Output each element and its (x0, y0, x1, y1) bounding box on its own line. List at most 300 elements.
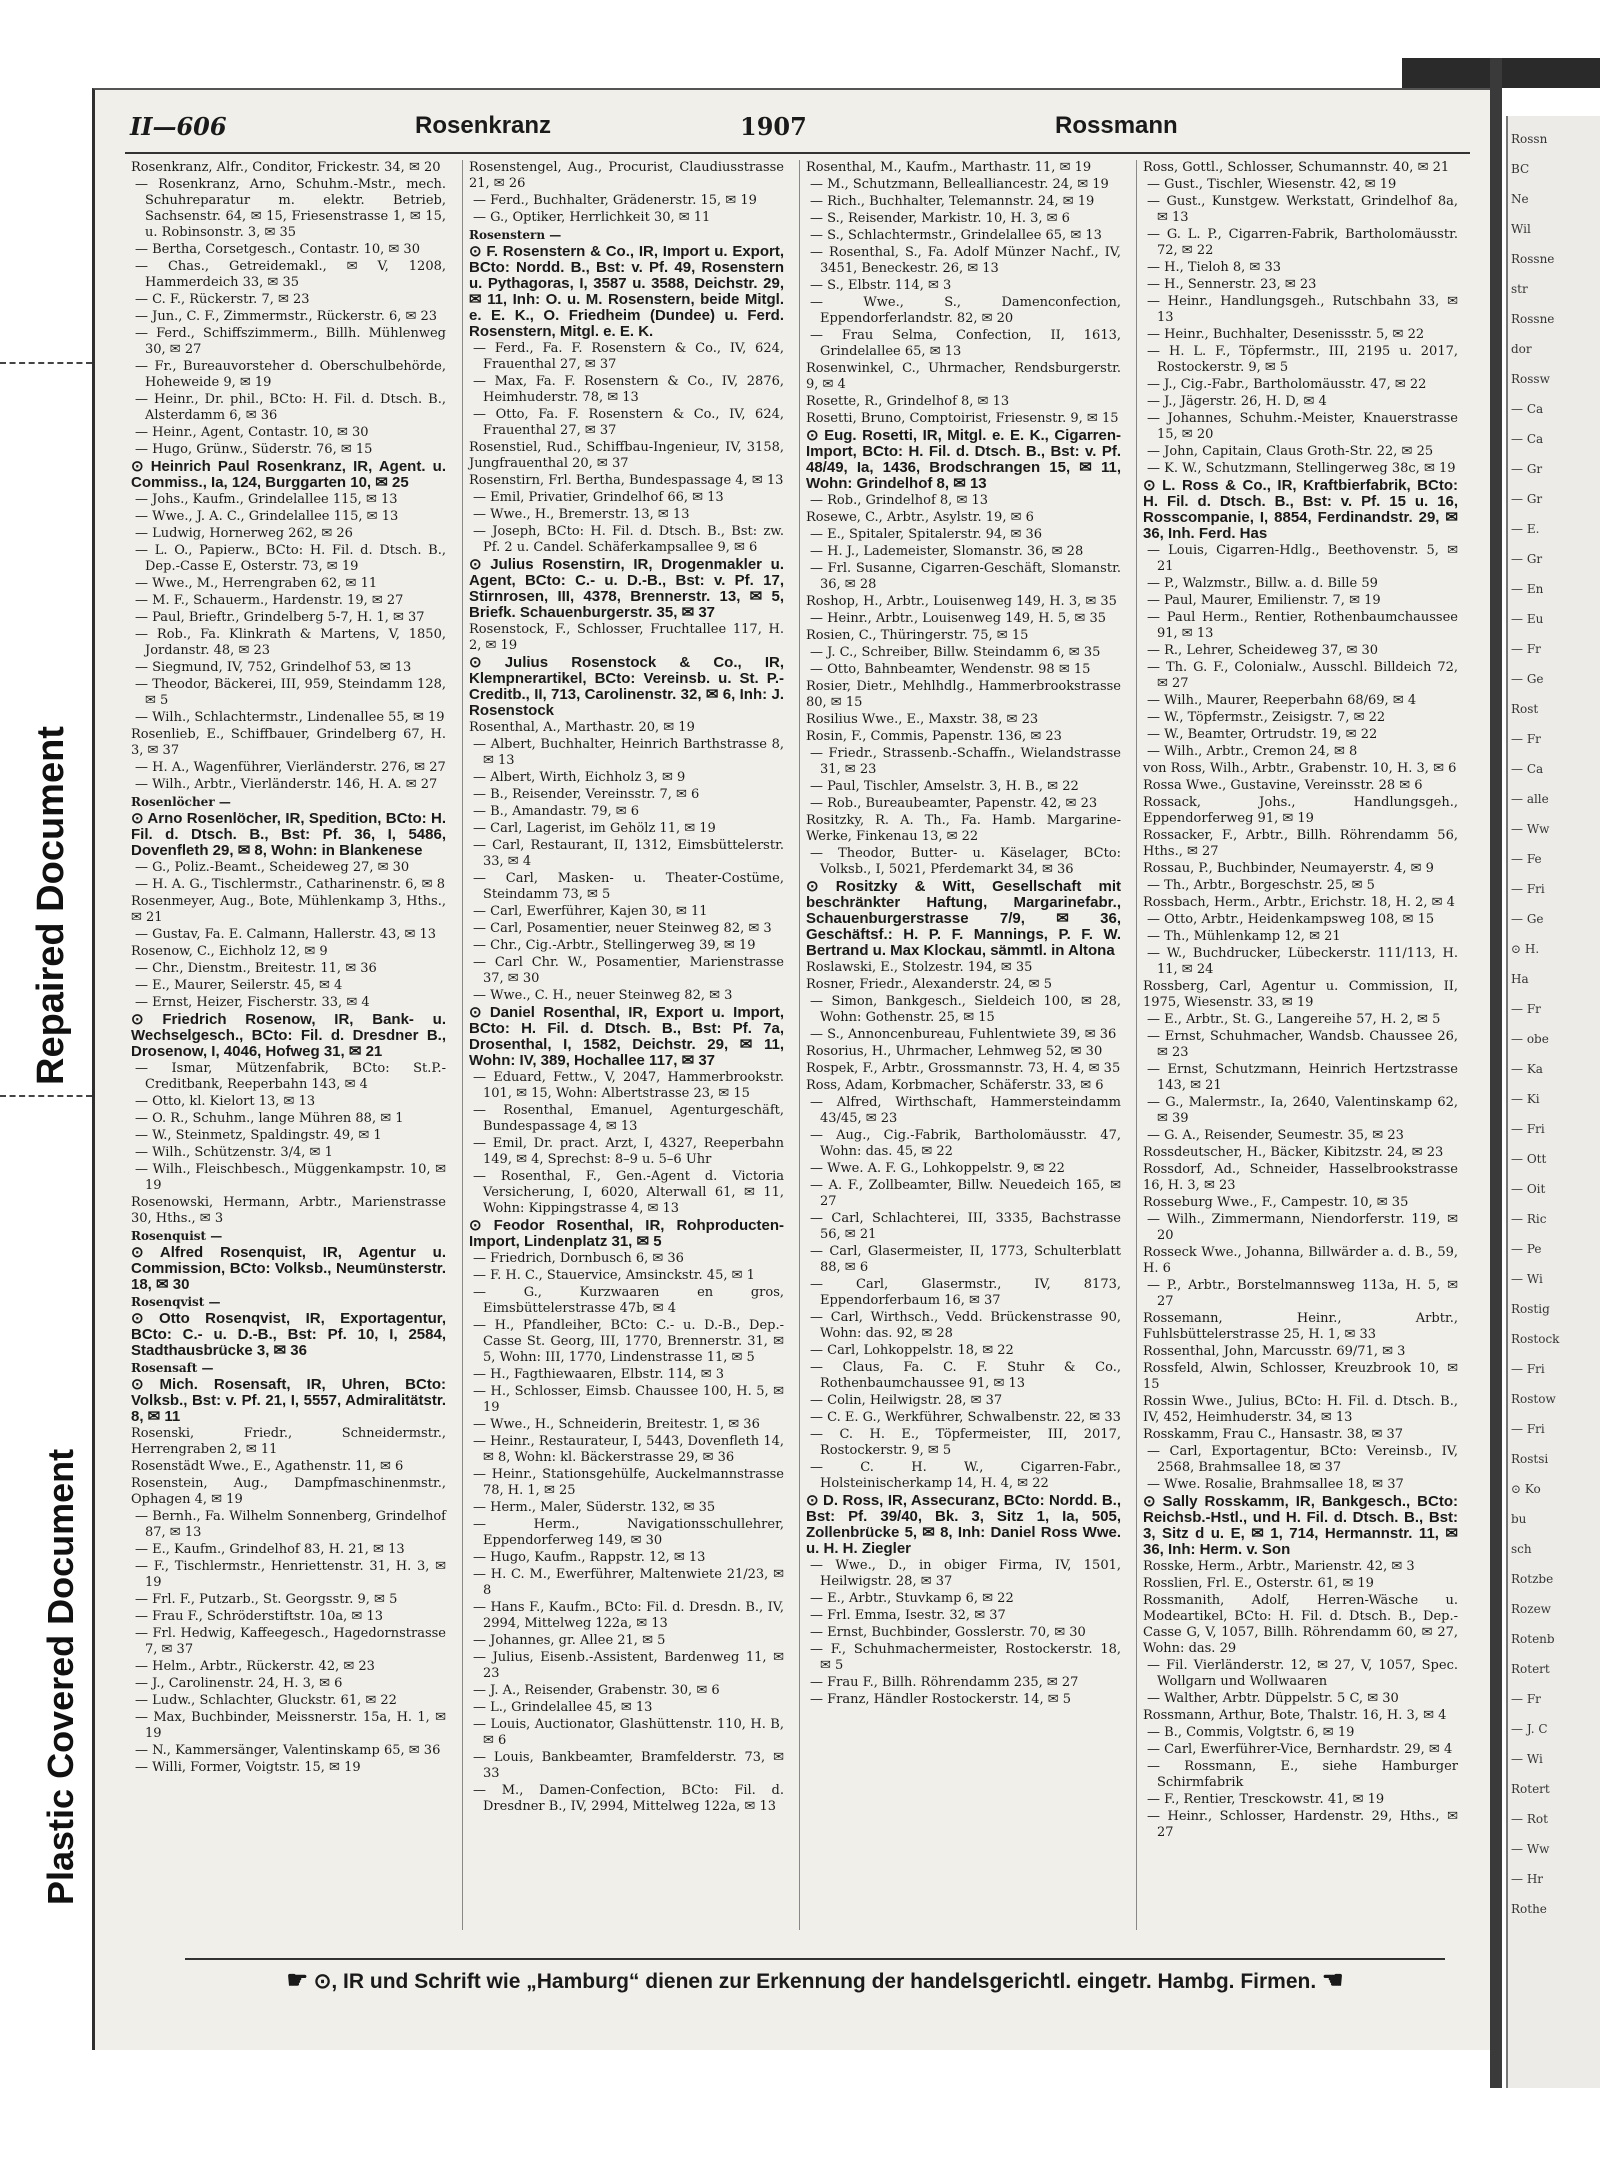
directory-entry: — Franz, Händler Rostockerstr. 14, ✉ 5 (810, 1692, 1072, 1707)
firm-entry: ⊙ Julius Rosenstirn, IR, Drogenmakler u. Agent, BCto: C.- u. D.-B., Bst: v. Pf. 17, Stirnrosen, III, 4378, Brennerstr. 13, ✉ 5, Briefk. Schauenburgerstr. 35, ✉ 37 (469, 556, 784, 621)
directory-entry: Rossfeld, Alwin, Schlosser, Kreuzbrook 10, ✉ 15 (1143, 1361, 1458, 1392)
directory-entry: — Rosenkranz, Arno, Schuhm.-Mstr., mech. Schuhreparatur m. elektr. Betrieb, Sachsenstr. 64, ✉ 15, Friesenstrasse 1, ✉ 15, u. Robinsonstr. 3, ✉ 35 (135, 177, 446, 240)
next-page-fragment: — Ric (1511, 1212, 1547, 1226)
directory-entry: Rossbach, Herm., Arbtr., Erichstr. 18, H. 2, ✉ 4 (1143, 895, 1455, 910)
directory-entry: — Carl, Restaurant, II, 1312, Eimsbüttelerstr. 33, ✉ 4 (473, 838, 784, 869)
directory-entry: Rossa Wwe., Gustavine, Vereinsstr. 28 ✉ 6 (1143, 778, 1423, 793)
directory-entry: — Chr., Dienstm., Breitestr. 11, ✉ 36 (135, 961, 377, 976)
directory-entry: — P., Walzmstr., Billw. a. d. Bille 59 (1147, 576, 1378, 591)
directory-entry: — Ferd., Fa. F. Rosenstern & Co., IV, 624, Frauenthal 27, ✉ 37 (473, 341, 784, 372)
directory-entry: — W., Buchdrucker, Lübeckerstr. 111/113, H. 11, ✉ 24 (1147, 946, 1458, 977)
section-heading: Rosenlöcher — (131, 795, 231, 809)
directory-entry: — Walther, Arbtr. Düppelstr. 5 C, ✉ 30 (1147, 1691, 1399, 1706)
column-2 (462, 160, 788, 1930)
directory-entry: — J., Carolinenstr. 24, H. 3, ✉ 6 (135, 1676, 343, 1691)
directory-entry: — Helm., Arbtr., Rückerstr. 42, ✉ 23 (135, 1659, 375, 1674)
directory-entry: — Frl. F., Putzarb., St. Georgsstr. 9, ✉ 5 (135, 1592, 398, 1607)
directory-entry: — Frl. Susanne, Cigarren-Geschäft, Slomanstr. 36, ✉ 28 (810, 561, 1121, 592)
directory-entry: — H. J., Lademeister, Slomanstr. 36, ✉ 28 (810, 544, 1084, 559)
directory-entry: von Ross, Wilh., Arbtr., Grabenstr. 10, H. 3, ✉ 6 (1143, 761, 1457, 776)
directory-page (92, 88, 1490, 2050)
directory-entry: — Simon, Bankgesch., Sieldeich 100, ✉ 28, Wohn: Gothenstr. 25, ✉ 15 (810, 994, 1121, 1025)
directory-entry: — Johannes, Schuhm.-Meister, Knauerstrasse 15, ✉ 20 (1147, 411, 1458, 442)
directory-entry: — Heinr., Handlungsgeh., Rutschbahn 33, ✉ 13 (1147, 294, 1458, 325)
directory-entry: — Carl, Ewerführer, Kajen 30, ✉ 11 (473, 904, 708, 919)
directory-entry: — A. F., Zollbeamter, Billw. Neuedeich 165, ✉ 27 (810, 1178, 1121, 1209)
directory-entry: — Fil. Vierländerstr. 12, ✉ 27, V, 1057, Spec. Wollgarn und Wollwaaren (1147, 1658, 1458, 1689)
next-page-fragment: — Pe (1511, 1242, 1542, 1256)
directory-entry: — F., Tischlermstr., Henriettenstr. 31, H. 3, ✉ 19 (135, 1559, 446, 1590)
directory-entry: — S., Reisender, Markistr. 10, H. 3, ✉ 6 (810, 211, 1070, 226)
directory-entry: Rosskamm, Frau C., Hansastr. 38, ✉ 37 (1143, 1427, 1404, 1442)
directory-entry: — G., Kurzwaaren en gros, Eimsbüttelerstrasse 47b, ✉ 4 (473, 1285, 784, 1316)
next-page-fragment: Rotert (1511, 1662, 1550, 1676)
directory-entry: — E., Arbtr., Stuvkamp 6, ✉ 22 (810, 1591, 1014, 1606)
directory-entry: — Colin, Heilwigstr. 28, ✉ 37 (810, 1393, 1003, 1408)
directory-entry: — L., Grindelallee 45, ✉ 13 (473, 1700, 653, 1715)
directory-entry: — Max, Fa. F. Rosenstern & Co., IV, 2876, Heimhuderstr. 78, ✉ 13 (473, 374, 784, 405)
directory-entry: — Julius, Eisenb.-Assistent, Bardenweg 11, ✉ 23 (473, 1650, 784, 1681)
directory-entry: Rosenstädt Wwe., E., Agathenstr. 11, ✉ 6 (131, 1459, 404, 1474)
directory-entry: — Chas., Getreidemakl., ✉ V, 1208, Hammerdeich 33, ✉ 35 (135, 259, 446, 290)
next-page-fragment: — En (1511, 582, 1544, 596)
scanned-page (92, 58, 1600, 2088)
directory-entry: — G. L. P., Cigarren-Fabrik, Bartholomäusstr. 72, ✉ 22 (1147, 227, 1458, 258)
directory-entry: Roslawski, E., Stolzestr. 194, ✉ 35 (806, 960, 1033, 975)
directory-entry: — Carl, Lagerist, im Gehölz 11, ✉ 19 (473, 821, 716, 836)
directory-entry: — Alfred, Wirthschaft, Hammersteindamm 43/45, ✉ 23 (810, 1095, 1121, 1126)
directory-entry: — Heinr., Schlosser, Hardenstr. 29, Hths., ✉ 27 (1147, 1809, 1458, 1840)
directory-entry: Rosenowski, Hermann, Arbtr., Marienstrasse 30, Hths., ✉ 3 (131, 1195, 446, 1226)
directory-entry: — Carl, Schlachterei, III, 3335, Bachstrasse 56, ✉ 21 (810, 1211, 1121, 1242)
next-page-fragment: — Wi (1511, 1272, 1543, 1286)
directory-entry: — Wwe. Rosalie, Brahmsallee 18, ✉ 37 (1147, 1477, 1404, 1492)
directory-entry: — W., Beamter, Ortrudstr. 19, ✉ 22 (1147, 727, 1378, 742)
next-page-fragment: — Ww (1511, 1842, 1550, 1856)
next-page-fragment: — Ki (1511, 1092, 1540, 1106)
directory-entry: — S., Schlachtermstr., Grindelallee 65, ✉ 13 (810, 228, 1102, 243)
directory-entry: — Gust., Tischler, Wiesenstr. 42, ✉ 19 (1147, 177, 1397, 192)
firm-entry: ⊙ L. Ross & Co., IR, Kraftbierfabrik, BCto: H. Fil. d. Dtsch. B., Bst: v. Pf. 15 u. 16, Rosscompanie, I, 8854, Ferdinandstr. 29, ✉ 36, Inh. Ferd. Has (1143, 477, 1458, 542)
next-page-fragment: Rossne (1511, 312, 1555, 326)
directory-entry: — Paul, Tischler, Amselstr. 3, H. B., ✉ 22 (810, 779, 1079, 794)
directory-entry: — H., Tieloh 8, ✉ 33 (1147, 260, 1281, 275)
directory-entry: Rossau, P., Buchbinder, Neumayerstr. 4, ✉ 9 (1143, 861, 1434, 876)
directory-entry: — Frl. Hedwig, Kaffeegesch., Hagedornstrasse 7, ✉ 37 (135, 1626, 446, 1657)
directory-entry: — Frau F., Schröderstiftstr. 10a, ✉ 13 (135, 1609, 384, 1624)
directory-entry: Rosenthal, A., Marthastr. 20, ✉ 19 (469, 720, 695, 735)
next-page-fragment: Rostow (1511, 1392, 1556, 1406)
page-number: II—606 (130, 112, 227, 141)
directory-entry: — Gustav, Fa. E. Calmann, Hallerstr. 43, ✉ 13 (135, 927, 437, 942)
directory-entry: Rossdorf, Ad., Schneider, Hasselbrookstrasse 16, H. 3, ✉ 23 (1143, 1162, 1458, 1193)
section-heading: Rosenqvist — (131, 1295, 221, 1309)
directory-entry: — Carl Chr. W., Posamentier, Marienstrasse 37, ✉ 30 (473, 955, 784, 986)
firm-entry: ⊙ Mich. Rosensaft, IR, Uhren, BCto: Volksb., Bst: v. Pf. 21, I, 5557, Admiralitätstr. 8, ✉ 11 (131, 1376, 446, 1425)
pointing-hand-icon: ☛ (286, 1967, 308, 1994)
directory-entry: — Aug., Cig.-Fabrik, Bartholomäusstr. 47, Wohn: das. 45, ✉ 22 (810, 1128, 1121, 1159)
directory-entry: — Herm., Navigationsschullehrer, Eppendorferweg 149, ✉ 30 (473, 1517, 784, 1548)
directory-entry: — C. F., Rückerstr. 7, ✉ 23 (135, 292, 310, 307)
directory-entry: — Eduard, Fettw., V, 2047, Hammerbrookstr. 101, ✉ 15, Wohn: Albertstrasse 23, ✉ 15 (473, 1070, 784, 1101)
directory-entry: — G. A., Reisender, Seumestr. 35, ✉ 23 (1147, 1128, 1404, 1143)
directory-entry: — G., Poliz.-Beamt., Scheideweg 27, ✉ 30 (135, 860, 410, 875)
firm-entry: ⊙ Eug. Rosetti, IR, Mitgl. e. E. K., Cigarren-Import, BCto: H. Fil. d. Dtsch. B., Bst: v. Pf. 48/49, Ia, 1436, Brodschrangen 15, ✉ 11, Wohn: Grindelhof 8, ✉ 13 (806, 427, 1121, 492)
next-page-edge (1506, 116, 1600, 2088)
directory-entry: — Carl, Posamentier, neuer Steinweg 82, ✉ 3 (473, 921, 772, 936)
firm-entry: ⊙ Friedrich Rosenow, IR, Bank- u. Wechselgesch., BCto: Fil. d. Dresdner B., Drosenow, I, 4046, Hofweg 31, ✉ 21 (131, 1011, 446, 1060)
directory-entry: — S., Annoncenbureau, Fuhlentwiete 39, ✉ 36 (810, 1027, 1117, 1042)
next-page-fragment: Rostsi (1511, 1452, 1549, 1466)
directory-entry: — Heinr., Restaurateur, I, 5443, Dovenfleth 14, ✉ 8, Wohn: kl. Bäckerstrasse 29, ✉ 36 (473, 1434, 784, 1465)
next-page-fragment: — Gr (1511, 492, 1543, 506)
next-page-fragment: — Ww (1511, 822, 1550, 836)
next-page-fragment: Rost (1511, 702, 1539, 716)
directory-entry: — J., Cig.-Fabr., Bartholomäusstr. 47, ✉ 22 (1147, 377, 1427, 392)
directory-entry: — John, Capitain, Claus Groth-Str. 22, ✉ 25 (1147, 444, 1434, 459)
next-page-fragment: — Fr (1511, 732, 1541, 746)
column-1 (125, 160, 450, 1930)
directory-entry: — H., Pfandleiher, BCto: C.- u. D.-B., Dep.-Casse St. Georg, III, 1770, Brennerstr. 31, ✉ 5, Wohn: III, 1770, Lindenstrasse 11, ✉ 5 (473, 1318, 784, 1365)
directory-entry: — Max, Buchbinder, Meissnerstr. 15a, H. 1, ✉ 19 (135, 1710, 446, 1741)
directory-entry: — Carl, Lohkoppelstr. 18, ✉ 22 (810, 1343, 1014, 1358)
directory-entry: — Jun., C. F., Zimmermstr., Rückerstr. 6, ✉ 23 (135, 309, 438, 324)
directory-entry: — N., Kammersänger, Valentinskamp 65, ✉ 36 (135, 1743, 441, 1758)
directory-entry: — F., Schuhmachermeister, Rostockerstr. 18, ✉ 5 (810, 1642, 1121, 1673)
directory-entry: Rosien, C., Thüringerstr. 75, ✉ 15 (806, 628, 1029, 643)
firm-entry: ⊙ Alfred Rosenquist, IR, Agentur u. Commission, BCto: Volksb., Neumünsterstr. 18, ✉ 30 (131, 1244, 446, 1293)
directory-entry: — Otto, Fa. F. Rosenstern & Co., IV, 624, Frauenthal 27, ✉ 37 (473, 407, 784, 438)
directory-entry: — Wwe., H., Schneiderin, Breitestr. 1, ✉ 36 (473, 1417, 760, 1432)
directory-entry: — W., Steinmetz, Spaldingstr. 49, ✉ 1 (135, 1128, 382, 1143)
directory-entry: Rospek, F., Arbtr., Grossmannstr. 73, H. 4, ✉ 35 (806, 1061, 1121, 1076)
directory-entry: — Frl. Emma, Isestr. 32, ✉ 37 (810, 1608, 1006, 1623)
directory-entry: — M., Damen-Confection, BCto: Fil. d. Dresdner B., IV, 2994, Mittelweg 122a, ✉ 13 (473, 1783, 784, 1814)
directory-entry: — Wilh., Fleischbesch., Müggenkampstr. 10, ✉ 19 (135, 1162, 446, 1193)
directory-entry: — Ernst, Buchbinder, Gosslerstr. 70, ✉ 30 (810, 1625, 1086, 1640)
directory-entry: — E., Spitaler, Spitalerstr. 94, ✉ 36 (810, 527, 1043, 542)
directory-entry: — Paul, Maurer, Emilienstr. 7, ✉ 19 (1147, 593, 1381, 608)
directory-entry: — E., Kaufm., Grindelhof 83, H. 21, ✉ 13 (135, 1542, 405, 1557)
directory-entry: — M., Schutzmann, Bellealliancestr. 24, ✉ 19 (810, 177, 1109, 192)
next-page-fragment: — Fri (1511, 1422, 1545, 1436)
directory-entry: Roshop, H., Arbtr., Louisenweg 149, H. 3, ✉ 35 (806, 594, 1117, 609)
firm-entry: ⊙ Arno Rosenlöcher, IR, Spedition, BCto: H. Fil. d. Dtsch. B., Bst: Pf. 36, I, 5486, Dovenfleth 29, ✉ 8, Wohn: in Blankenese (131, 810, 446, 859)
directory-entry: — C. E. G., Werkführer, Schwalbenstr. 22, ✉ 33 (810, 1410, 1121, 1425)
firm-entry: ⊙ Julius Rosenstock & Co., IR, Klempnerartikel, BCto: Vereinsb. u. St. P.-Creditb., II, 713, Carolinenstr. 32, ✉ 6, Inh: J. Rosenstock (469, 654, 784, 719)
directory-entry: Rosenski, Friedr., Schneidermstr., Herrengraben 2, ✉ 11 (131, 1426, 446, 1457)
divider-top (0, 362, 92, 364)
directory-entry: — H., Schlosser, Eimsb. Chaussee 100, H. 5, ✉ 19 (473, 1384, 784, 1415)
directory-entry: — Louis, Auctionator, Glashüttenstr. 110, H. B, ✉ 6 (473, 1717, 784, 1748)
directory-entry: — Friedrich, Dornbusch 6, ✉ 36 (473, 1251, 684, 1266)
next-page-fragment: — Oit (1511, 1182, 1546, 1196)
directory-entry: Rosin, F., Commis, Papenstr. 136, ✉ 23 (806, 729, 1062, 744)
directory-entry: — Otto, kl. Kielort 13, ✉ 13 (135, 1094, 316, 1109)
directory-entry: — B., Amandastr. 79, ✉ 6 (473, 804, 640, 819)
directory-entry: Rosske, Herm., Arbtr., Marienstr. 42, ✉ 3 (1143, 1559, 1415, 1574)
directory-entry: — Albert, Wirth, Eichholz 3, ✉ 9 (473, 770, 686, 785)
directory-entry: — Paul Herm., Rentier, Rothenbaumchaussee 91, ✉ 13 (1147, 610, 1458, 641)
next-page-fragment: — Ge (1511, 912, 1544, 926)
directory-entry: Rosewe, C., Arbtr., Asylstr. 19, ✉ 6 (806, 510, 1034, 525)
firm-entry: ⊙ Heinrich Paul Rosenkranz, IR, Agent. u. Commiss., Ia, 124, Burggarten 10, ✉ 25 (131, 458, 446, 491)
directory-entry: — C. H. E., Töpfermeister, III, 2017, Rostockerstr. 9, ✉ 5 (810, 1427, 1121, 1458)
directory-entry: — Carl, Exportagentur, BCto: Vereinsb., IV, 2568, Brahmsallee 18, ✉ 37 (1147, 1444, 1458, 1475)
directory-entry: — J. C., Schreiber, Billw. Steindamm 6, ✉ 35 (810, 645, 1101, 660)
directory-entry: — Wilh., Schlachtermstr., Lindenallee 55, ✉ 19 (135, 710, 445, 725)
directory-entry: — H., Fagthiewaaren, Elbstr. 114, ✉ 3 (473, 1367, 724, 1382)
pointing-hand-icon-right: ☚ (1322, 1967, 1344, 1994)
next-page-fragment: Rotzbe (1511, 1572, 1554, 1586)
firm-entry: ⊙ Otto Rosenqvist, IR, Exportagentur, BCto: C.- u. D.-B., Bst: Pf. 10, I, 2584, Stadthausbrücke 3, ✉ 36 (131, 1310, 446, 1359)
directory-entry: — H. A., Wagenführer, Vierländerstr. 276, ✉ 27 (135, 760, 446, 775)
directory-entry: — B., Commis, Volgtstr. 6, ✉ 19 (1147, 1725, 1355, 1740)
directory-entry: — Wwe., H., Bremerstr. 13, ✉ 13 (473, 507, 690, 522)
directory-entry: Rosenstiel, Rud., Schiffbau-Ingenieur, IV, 3158, Jungfrauenthal 20, ✉ 37 (469, 440, 784, 471)
directory-entry: Rosenow, C., Eichholz 12, ✉ 9 (131, 944, 328, 959)
directory-entry: — Frau F., Billh. Röhrendamm 235, ✉ 27 (810, 1675, 1079, 1690)
directory-entry: Ross, Adam, Korbmacher, Schäferstr. 33, ✉ 6 (806, 1078, 1104, 1093)
directory-entry: — Wwe. A. F. G., Lohkoppelstr. 9, ✉ 22 (810, 1161, 1065, 1176)
directory-entry: Rossin Wwe., Julius, BCto: H. Fil. d. Dtsch. B., IV, 452, Heimhuderstr. 34, ✉ 13 (1143, 1394, 1458, 1425)
next-page-fragment: — Eu (1511, 612, 1544, 626)
next-page-fragment: — Wi (1511, 1752, 1543, 1766)
directory-entry: — Emil, Dr. pract. Arzt, I, 4327, Reeperbahn 149, ✉ 4, Sprechst: 8–9 u. 5–6 Uhr (473, 1136, 784, 1167)
directory-entry: Rossdeutscher, H., Bäcker, Kibitzstr. 24, ✉ 23 (1143, 1145, 1444, 1160)
directory-entry: — Gust., Kunstgew. Werkstatt, Grindelhof 8a, ✉ 13 (1147, 194, 1458, 225)
directory-entry: — S., Elbstr. 114, ✉ 3 (810, 278, 952, 293)
next-page-fragment: ⊙ H. (1511, 942, 1540, 956)
divider-bottom (0, 1095, 92, 1097)
directory-entry: — Rosenthal, F., Gen.-Agent d. Victoria Versicherung, I, 6020, Alterwall 61, ✉ 11, Wohn: Kippingstrasse 4, ✉ 13 (473, 1169, 784, 1216)
directory-entry: — Rosenthal, S., Fa. Adolf Münzer Nachf., IV, 3451, Beneckestr. 26, ✉ 13 (810, 245, 1121, 276)
directory-entry: Rosenstirn, Frl. Bertha, Bundespassage 4, ✉ 13 (469, 473, 784, 488)
directory-entry: — Th., Arbtr., Borgeschstr. 25, ✉ 5 (1147, 878, 1375, 893)
next-page-fragment: — alle (1511, 792, 1549, 806)
directory-entry: — Emil, Privatier, Grindelhof 66, ✉ 13 (473, 490, 724, 505)
next-page-fragment: BC (1511, 162, 1530, 176)
next-page-fragment: — Ge (1511, 672, 1544, 686)
directory-columns (125, 160, 1470, 1930)
next-page-fragment: — Ca (1511, 762, 1544, 776)
directory-entry: Rosner, Friedr., Alexanderstr. 24, ✉ 5 (806, 977, 1052, 992)
directory-entry: Rosseck Wwe., Johanna, Billwärder a. d. B., 59, H. 6 (1143, 1245, 1458, 1276)
directory-entry: — Heinr., Buchhalter, Desenissstr. 5, ✉ 22 (1147, 327, 1425, 342)
directory-entry: — Wwe., S., Damenconfection, Eppendorferlandstr. 82, ✉ 20 (810, 295, 1121, 326)
directory-entry: — Wilh., Arbtr., Cremon 24, ✉ 8 (1147, 744, 1358, 759)
directory-entry: — H. L. F., Töpfermstr., III, 2195 u. 2017, Rostockerstr. 9, ✉ 5 (1147, 344, 1458, 375)
directory-entry: — Chr., Cig.-Arbtr., Stellingerweg 39, ✉ 19 (473, 938, 756, 953)
firm-entry: ⊙ Daniel Rosenthal, IR, Export u. Import, BCto: H. Fil. d. Dtsch. B., Bst: Pf. 7a, Drosenthal, I, 1582, Deichstr. 29, ✉ 11, Wohn: IV, 389, Hochallee 117, ✉ 37 (469, 1004, 784, 1069)
directory-entry: — Johannes, gr. Allee 21, ✉ 5 (473, 1633, 666, 1648)
directory-entry: — Heinr., Agent, Contastr. 10, ✉ 30 (135, 425, 369, 440)
directory-entry: — Hugo, Kaufm., Rappstr. 12, ✉ 13 (473, 1550, 706, 1565)
next-page-fragment: Rostock (1511, 1332, 1560, 1346)
directory-entry: Rosenlieb, E., Schiffbauer, Grindelberg 67, H. 3, ✉ 37 (131, 727, 446, 758)
next-page-fragment: ⊙ Ko (1511, 1482, 1541, 1496)
firm-entry: ⊙ Feodor Rosenthal, IR, Rohproducten-Import, Lindenplatz 31, ✉ 5 (469, 1217, 784, 1250)
next-page-fragment: — Hr (1511, 1872, 1544, 1886)
directory-entry: — Theodor, Butter- u. Käselager, BCto: Volksb., I, 5021, Pferdemarkt 34, ✉ 36 (810, 846, 1121, 877)
directory-entry: — Wwe., J. A. C., Grindelallee 115, ✉ 13 (135, 509, 399, 524)
next-page-fragment: — Ca (1511, 432, 1544, 446)
next-page-fragment: — E. (1511, 522, 1540, 536)
directory-entry: — Ernst, Schutzmann, Heinrich Hertzstrasse 143, ✉ 21 (1147, 1062, 1458, 1093)
directory-entry: — Carl, Glasermstr., IV, 8173, Eppendorferbaum 16, ✉ 37 (810, 1277, 1121, 1308)
next-page-fragment: str (1511, 282, 1528, 296)
directory-entry: Rossberg, Carl, Agentur u. Commission, II, 1975, Wiesenstr. 33, ✉ 19 (1143, 979, 1458, 1010)
directory-entry: — Willi, Former, Voigtstr. 15, ✉ 19 (135, 1760, 361, 1775)
directory-entry: — Carl, Wirthsch., Vedd. Brückenstrasse 90, Wohn: das. 92, ✉ 28 (810, 1310, 1121, 1341)
directory-entry: — Friedr., Strassenb.-Schaffn., Wielandstrasse 31, ✉ 23 (810, 746, 1121, 777)
directory-entry: Rosier, Dietr., Mehlhdlg., Hammerbrookstrasse 80, ✉ 15 (806, 679, 1121, 710)
directory-entry: Rossacker, F., Arbtr., Billh. Röhrendamm 56, Hths., ✉ 27 (1143, 828, 1458, 859)
directory-entry: Rosorius, H., Uhrmacher, Lehmweg 52, ✉ 30 (806, 1044, 1103, 1059)
page-footer (185, 1958, 1445, 2002)
directory-entry: — Heinr., Dr. phil., BCto: H. Fil. d. Dtsch. B., Alsterdamm 6, ✉ 36 (135, 392, 446, 423)
directory-entry: — B., Reisender, Vereinsstr. 7, ✉ 6 (473, 787, 700, 802)
directory-entry: — Heinr., Arbtr., Louisenweg 149, H. 5, ✉ 35 (810, 611, 1106, 626)
section-heading: Rosenstern — (469, 228, 562, 242)
directory-entry: — K. W., Schutzmann, Stellingerweg 38c, ✉ 19 (1147, 461, 1456, 476)
directory-entry: — E., Arbtr., St. G., Langereihe 57, H. 2, ✉ 5 (1147, 1012, 1441, 1027)
header-last-entry: Rossmann (1055, 112, 1178, 139)
directory-entry: — Fr., Bureauvorsteher d. Oberschulbehörde, Hoheweide 9, ✉ 19 (135, 359, 446, 390)
directory-entry: — Albert, Buchhalter, Heinrich Barthstrasse 8, ✉ 13 (473, 737, 784, 768)
directory-entry: Rosilius Wwe., E., Maxstr. 38, ✉ 23 (806, 712, 1039, 727)
next-page-fragment: — Ca (1511, 402, 1544, 416)
next-page-fragment: Rotert (1511, 1782, 1550, 1796)
directory-entry: Rosenwinkel, C., Uhrmacher, Rendsburgerstr. 9, ✉ 4 (806, 361, 1121, 392)
directory-entry: — W., Töpfermstr., Zeisigstr. 7, ✉ 22 (1147, 710, 1386, 725)
next-page-fragment: — Fe (1511, 852, 1542, 866)
next-page-fragment: Rossn (1511, 132, 1548, 146)
page-header (130, 112, 1470, 152)
directory-entry: — E., Maurer, Seilerstr. 45, ✉ 4 (135, 978, 343, 993)
firm-entry: ⊙ Rositzky & Witt, Gesellschaft mit beschränkter Haftung, Margarinefabr., Schauenburgerstrasse 7/9, ✉ 36, Geschäftsf.: H. P. F. Mannings, P. F. W. Bertrand u. Max Klockau, sämmtl. in Altona (806, 878, 1121, 959)
next-page-fragment: — Fr (1511, 1002, 1541, 1016)
directory-entry: — Rosenthal, Emanuel, Agenturgeschäft, Bundespassage 4, ✉ 13 (473, 1103, 784, 1134)
next-page-fragment: — Fr (1511, 1692, 1541, 1706)
directory-entry: — Hans F., Kaufm., BCto: Fil. d. Dresdn. B., IV, 2994, Mittelweg 122a, ✉ 13 (473, 1600, 784, 1631)
directory-entry: — Hugo, Grünw., Süderstr. 76, ✉ 15 (135, 442, 373, 457)
next-page-fragment: Rossw (1511, 372, 1550, 386)
next-page-fragment: — Gr (1511, 552, 1543, 566)
directory-entry: — J. A., Reisender, Grabenstr. 30, ✉ 6 (473, 1683, 720, 1698)
directory-entry: Rosenthal, M., Kaufm., Marthastr. 11, ✉ 19 (806, 160, 1092, 175)
directory-entry: Rosenstein, Aug., Dampfmaschinenmstr., Ophagen 4, ✉ 19 (131, 1476, 446, 1507)
directory-entry: — Wilh., Maurer, Reeperbahn 68/69, ✉ 4 (1147, 693, 1417, 708)
directory-entry: — Ismar, Mützenfabrik, BCto: St.P.-Creditbank, Reeperbahn 143, ✉ 4 (135, 1061, 446, 1092)
next-page-fragment: — obe (1511, 1032, 1549, 1046)
next-page-fragment: sch (1511, 1542, 1532, 1556)
directory-entry: — Claus, Fa. C. F. Stuhr & Co., Rothenbaumchaussee 91, ✉ 13 (810, 1360, 1121, 1391)
next-page-fragment: — Rot (1511, 1812, 1548, 1826)
header-year: 1907 (740, 112, 807, 141)
directory-entry: — H., Sennerstr. 23, ✉ 23 (1147, 277, 1317, 292)
next-page-fragment: Wil (1511, 222, 1531, 236)
directory-entry: — Louis, Cigarren-Hdlg., Beethovenstr. 5, ✉ 21 (1147, 543, 1458, 574)
directory-entry: Rossmann, Arthur, Bote, Thalstr. 16, H. 3, ✉ 4 (1143, 1708, 1447, 1723)
directory-entry: — Herm., Maler, Süderstr. 132, ✉ 35 (473, 1500, 716, 1515)
directory-entry: — F., Rentier, Tresckowstr. 41, ✉ 19 (1147, 1792, 1385, 1807)
directory-entry: — Carl, Masken- u. Theater-Costüme, Steindamm 73, ✉ 5 (473, 871, 784, 902)
directory-entry: — Siegmund, IV, 752, Grindelhof 53, ✉ 13 (135, 660, 412, 675)
directory-entry: — O. R., Schuhm., lange Mühren 88, ✉ 1 (135, 1111, 404, 1126)
binding-shadow (1490, 58, 1502, 2088)
next-page-fragment: — Ka (1511, 1062, 1543, 1076)
directory-entry: — Paul, Brieftr., Grindelberg 5-7, H. 1, ✉ 37 (135, 610, 425, 625)
directory-entry: — Wilh., Zimmermann, Niendorferstr. 119, ✉ 20 (1147, 1212, 1458, 1243)
directory-entry: — Wwe., D., in obiger Firma, IV, 1501, Heilwigstr. 28, ✉ 37 (810, 1558, 1121, 1589)
next-page-fragment: Rothe (1511, 1902, 1547, 1916)
directory-entry: — M. F., Schauerm., Hardenstr. 19, ✉ 27 (135, 593, 404, 608)
header-rule (125, 152, 1470, 154)
directory-entry: — Th. G. F., Colonialw., Ausschl. Billdeich 72, ✉ 27 (1147, 660, 1458, 691)
directory-entry: — Th., Mühlenkamp 12, ✉ 21 (1147, 929, 1341, 944)
directory-entry: — Ferd., Buchhalter, Grädenerstr. 15, ✉ 19 (473, 193, 757, 208)
next-page-fragment: — Fr (1511, 642, 1541, 656)
directory-entry: — H. A. G., Tischlermstr., Catharinenstr. 6, ✉ 8 (135, 877, 445, 892)
directory-entry: Ross, Gottl., Schlosser, Schumannstr. 40, ✉ 21 (1143, 160, 1450, 175)
directory-entry: Rosette, R., Grindelhof 8, ✉ 13 (806, 394, 1010, 409)
next-page-fragment: Rozew (1511, 1602, 1551, 1616)
directory-entry: — Wwe., M., Herrengraben 62, ✉ 11 (135, 576, 378, 591)
directory-entry: — Joseph, BCto: H. Fil. d. Dtsch. B., Bst: zw. Pf. 2 u. Candel. Schäferkampsallee 9, ✉ 6 (473, 524, 784, 555)
next-page-fragment: bu (1511, 1512, 1527, 1526)
directory-entry: Rosetti, Bruno, Comptoirist, Friesenstr. 9, ✉ 15 (806, 411, 1119, 426)
directory-entry: — Ludwig, Hornerweg 262, ✉ 26 (135, 526, 353, 541)
directory-entry: — Rob., Grindelhof 8, ✉ 13 (810, 493, 989, 508)
directory-entry: Rossemann, Heinr., Arbtr., Fuhlsbüttelerstrasse 25, H. 1, ✉ 33 (1143, 1311, 1458, 1342)
next-page-fragment: Rossne (1511, 252, 1555, 266)
directory-entry: — G., Optiker, Herrlichkeit 30, ✉ 11 (473, 210, 711, 225)
directory-entry: — L. O., Papierw., BCto: H. Fil. d. Dtsch. B., Dep.-Casse E, Osterstr. 73, ✉ 19 (135, 543, 446, 574)
directory-entry: Rosenstengel, Aug., Procurist, Claudiusstrasse 21, ✉ 26 (469, 160, 784, 191)
next-page-fragment: — Ott (1511, 1152, 1547, 1166)
directory-entry: Rosseburg Wwe., F., Campestr. 10, ✉ 35 (1143, 1195, 1409, 1210)
directory-entry: — Rich., Buchhalter, Telemannstr. 24, ✉ 19 (810, 194, 1095, 209)
next-page-fragment: — Gr (1511, 462, 1543, 476)
directory-entry: — J., Jägerstr. 26, H. D, ✉ 4 (1147, 394, 1327, 409)
directory-entry: — Frau Selma, Confection, II, 1613, Grindelallee 65, ✉ 13 (810, 328, 1121, 359)
directory-entry: — Otto, Bahnbeamter, Wendenstr. 98 ✉ 15 (810, 662, 1091, 677)
directory-entry: Rosenmeyer, Aug., Bote, Mühlenkamp 3, Hths., ✉ 21 (131, 894, 446, 925)
next-page-fragment: — Fri (1511, 882, 1545, 896)
next-page-fragment: dor (1511, 342, 1532, 356)
directory-entry: — Rob., Fa. Klinkrath & Martens, V, 1850, Jordanstr. 48, ✉ 23 (135, 627, 446, 658)
next-page-fragment: — J. C (1511, 1722, 1548, 1736)
directory-entry: — Rob., Bureaubeamter, Papenstr. 42, ✉ 23 (810, 796, 1098, 811)
directory-entry: Rossack, Johs., Handlungsgeh., Eppendorferweg 91, ✉ 19 (1143, 795, 1458, 826)
directory-entry: — R., Lehrer, Scheideweg 37, ✉ 30 (1147, 643, 1379, 658)
directory-entry: — Wilh., Schützenstr. 3/4, ✉ 1 (135, 1145, 333, 1160)
repaired-document-label: Repaired Document (30, 726, 72, 1085)
directory-entry: Rositzky, R. A. Th., Fa. Hamb. Margarine-Werke, Finkenau 13, ✉ 22 (806, 813, 1121, 844)
directory-entry: — Ernst, Heizer, Fischerstr. 33, ✉ 4 (135, 995, 370, 1010)
directory-entry: Rosslien, Frl. E., Osterstr. 61, ✉ 19 (1143, 1576, 1374, 1591)
next-page-fragment: Rostig (1511, 1302, 1550, 1316)
directory-entry: — Bertha, Corsetgesch., Contastr. 10, ✉ 30 (135, 242, 420, 257)
footer-text: ⊙, IR und Schrift wie „Hamburg“ dienen zur Erkennung der handelsgerichtl. eingetr. Hambg. Firmen. (313, 1970, 1317, 1993)
firm-entry: ⊙ D. Ross, IR, Assecuranz, BCto: Nordd. B., Bst: Pf. 39/40, Bk. 3, Sitz 1, Ia, 505, Zollenbrücke 5, ✉ 8, Inh: Daniel Ross Wwe. u. H. H. Ziegler (806, 1492, 1121, 1557)
directory-entry: — Carl, Glasermeister, II, 1773, Schulterblatt 88, ✉ 6 (810, 1244, 1121, 1275)
firm-entry: ⊙ Sally Rosskamm, IR, Bankgesch., BCto: Reichsb.-Hstl., und H. Fil. d. Dtsch. B., Bst: 3, Sitz d u. E, ✉ 1, 714, Hermannstr. 11, ✉ 36, Inh: Herm. v. Son (1143, 1493, 1458, 1558)
directory-entry: Rosenkranz, Alfr., Conditor, Frickestr. 34, ✉ 20 (131, 160, 441, 175)
directory-entry: — Ludw., Schlachter, Gluckstr. 61, ✉ 22 (135, 1693, 397, 1708)
plastic-covered-document-label: Plastic Covered Document (40, 1448, 81, 1905)
